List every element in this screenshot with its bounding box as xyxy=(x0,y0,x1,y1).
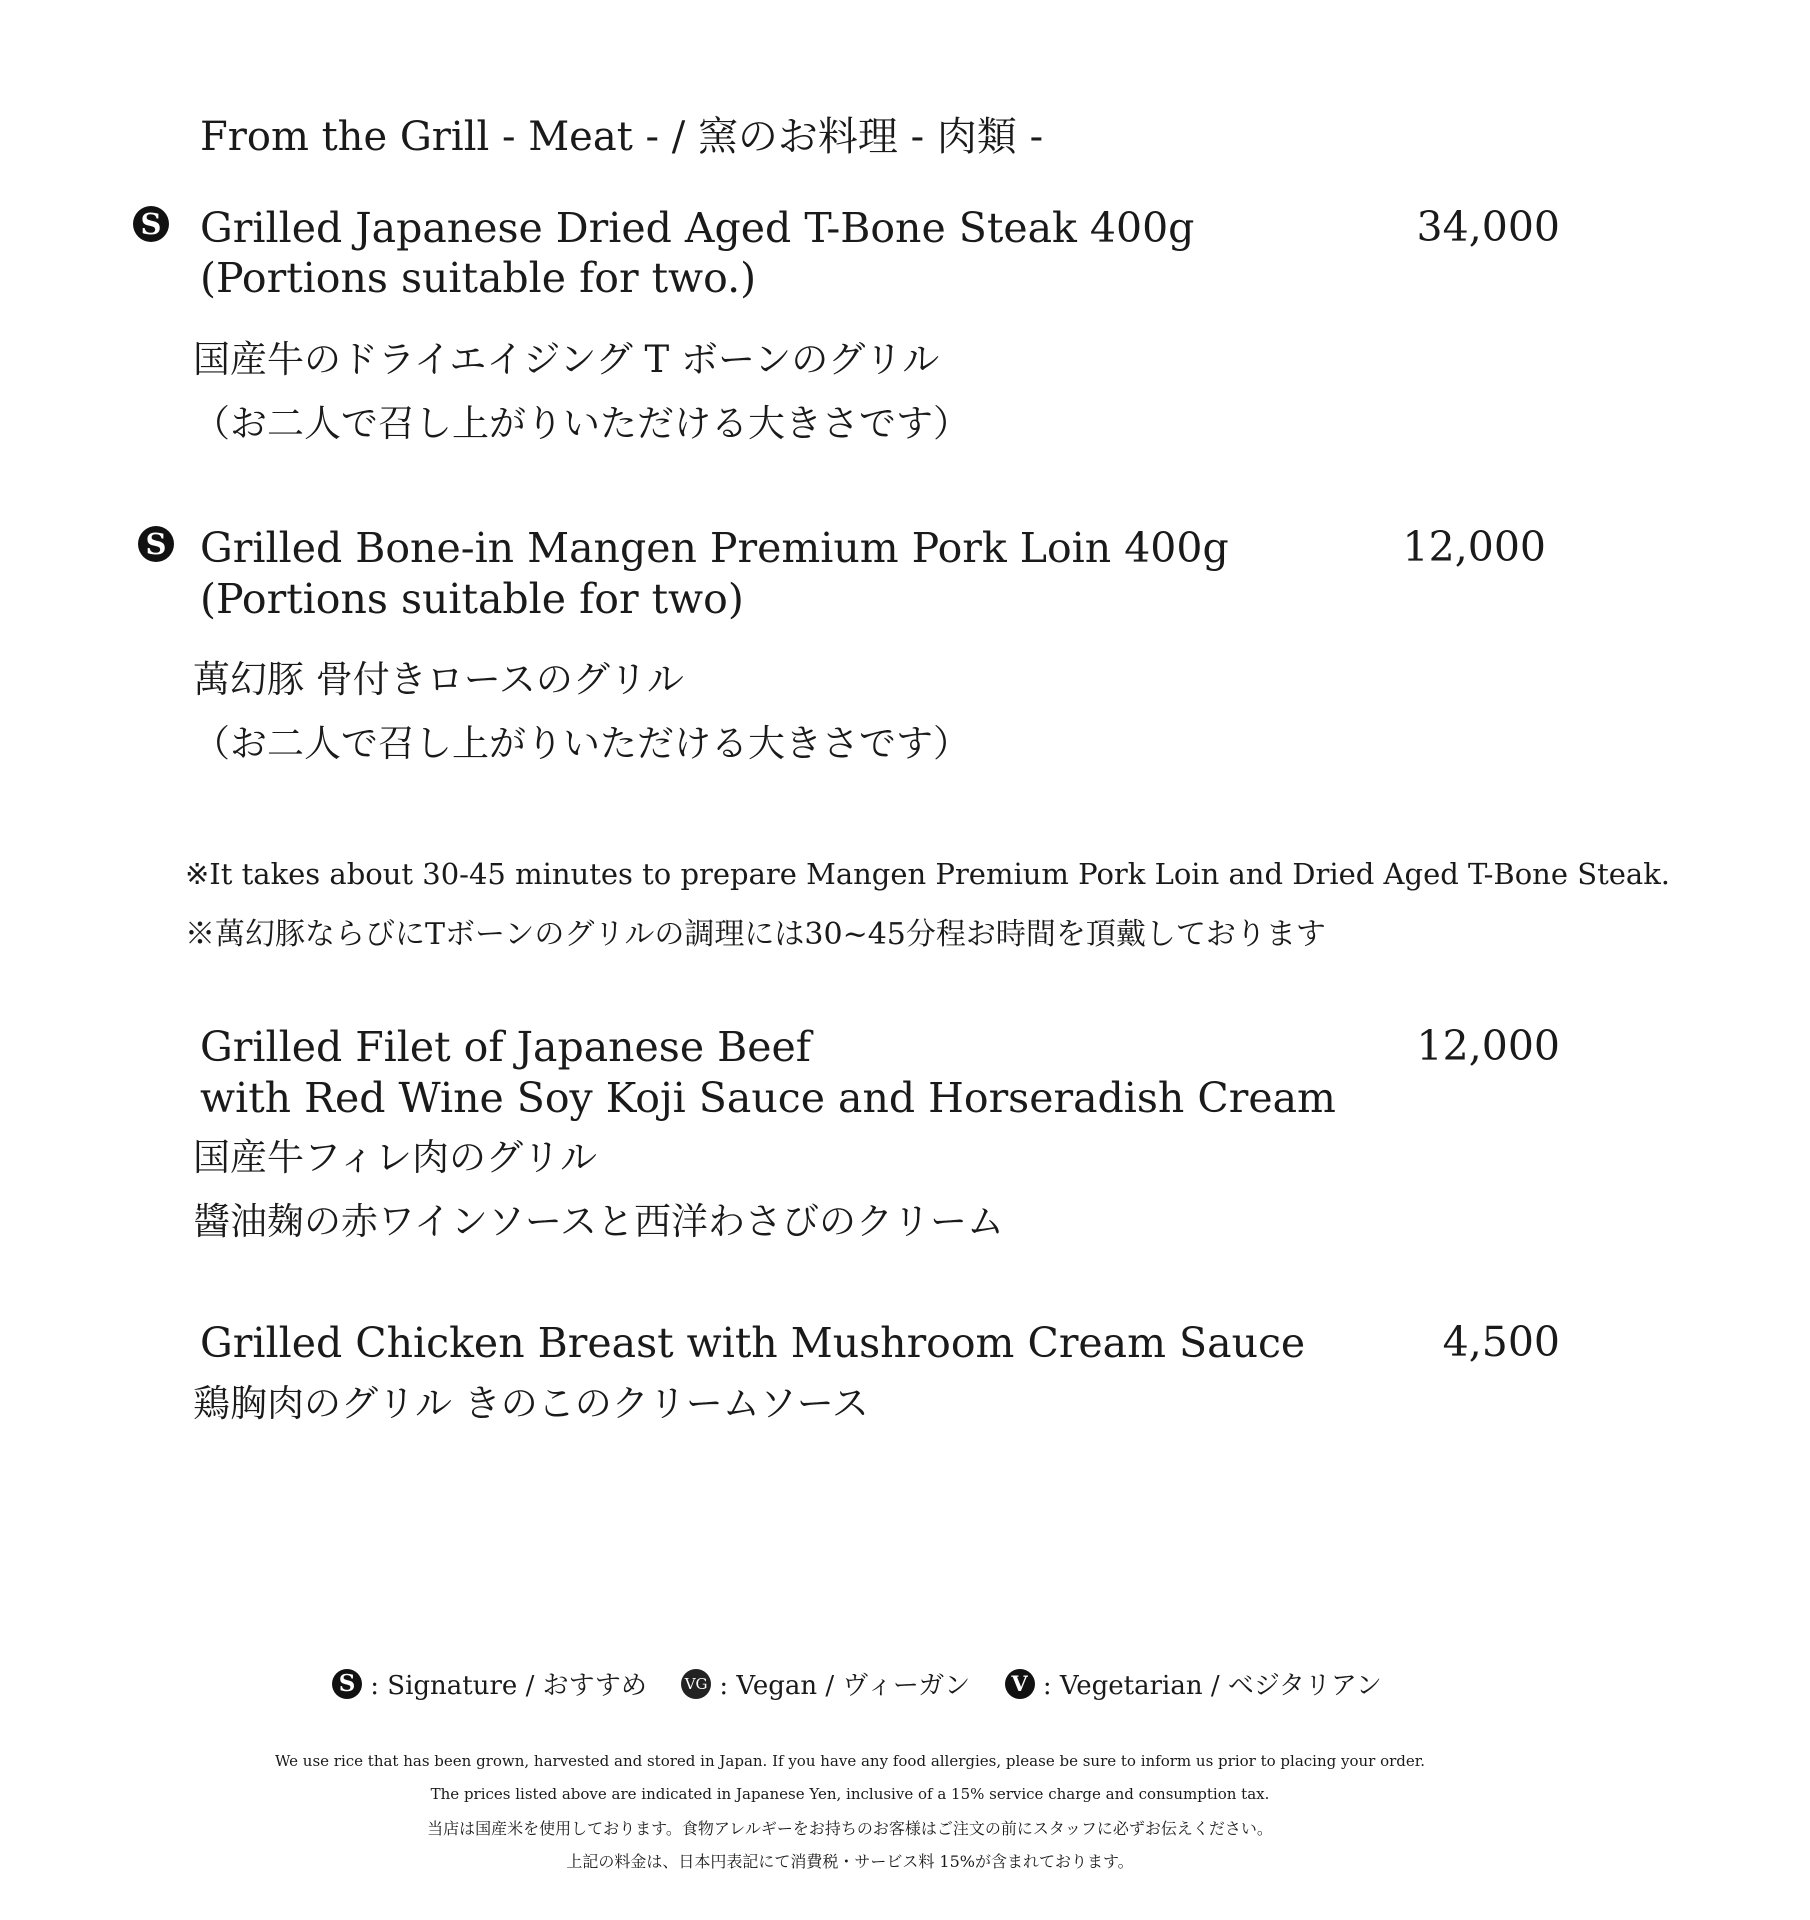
signature-icon: S xyxy=(133,206,169,242)
item-2-jp-portion: （お二人で召し上がりいただける大きさです） xyxy=(193,722,970,765)
preparation-note-jp: ※萬幻豚ならびにTボーンのグリルの調理には30~45分程お時間を頂戴しております xyxy=(185,917,1326,952)
signature-icon: S xyxy=(138,526,174,562)
legend-vegan: : Vegan / ヴィーガン xyxy=(719,1671,971,1701)
item-4-jp-name: 鶏胸肉のグリル きのこのクリームソース xyxy=(193,1382,869,1425)
item-2-portion: (Portions suitable for two) xyxy=(200,575,744,623)
footer-price-en: The prices listed above are indicated in Japanese Yen, inclusive of a 15% service charge and consumption tax. xyxy=(430,1785,1270,1803)
item-2-jp-name: 萬幻豚 骨付きロースのグリル xyxy=(193,658,684,701)
vegetarian-icon: V xyxy=(1005,1669,1035,1699)
section-title: From the Grill - Meat - / 窯のお料理 - 肉類 - xyxy=(200,114,1044,160)
item-1-name: Grilled Japanese Dried Aged T-Bone Steak 400g xyxy=(200,204,1195,252)
item-3-jp-name: 国産牛フィレ肉のグリル xyxy=(193,1136,598,1179)
item-4-name: Grilled Chicken Breast with Mushroom Cream Sauce xyxy=(200,1319,1306,1367)
item-1-price: 34,000 xyxy=(1416,203,1560,251)
item-1-jp-portion: （お二人で召し上がりいただける大きさです） xyxy=(193,402,970,445)
footer-price-jp: 上記の料金は、日本円表記にて消費税・サービス料 15%が含まれております。 xyxy=(566,1852,1134,1871)
legend-vegetarian: : Vegetarian / ベジタリアン xyxy=(1042,1671,1382,1701)
item-1-jp-name: 国産牛のドライエイジング T ボーンのグリル xyxy=(193,338,940,381)
legend xyxy=(332,1665,1408,1702)
item-2-price: 12,000 xyxy=(1402,523,1546,571)
item-3-jp-sauce: 醬油麹の赤ワインソースと西洋わさびのクリーム xyxy=(193,1200,1005,1243)
signature-icon: S xyxy=(332,1669,362,1699)
footer-rice-allergy-en: We use rice that has been grown, harvested and stored in Japan. If you have any food allergies, please be sure to inform us prior to placing your order. xyxy=(274,1752,1426,1770)
item-1-portion: (Portions suitable for two.) xyxy=(200,254,757,302)
legend-signature: : Signature / おすすめ xyxy=(370,1671,647,1701)
preparation-note-en: ※It takes about 30-45 minutes to prepare Mangen Premium Pork Loin and Dried Aged T-Bone Steak. xyxy=(185,857,1671,891)
vegan-icon: VG xyxy=(681,1669,711,1699)
item-3-sauce: with Red Wine Soy Koji Sauce and Horseradish Cream xyxy=(200,1074,1336,1122)
item-3-price: 12,000 xyxy=(1416,1022,1560,1070)
item-3-name: Grilled Filet of Japanese Beef xyxy=(200,1023,811,1071)
footer-rice-allergy-jp: 当店は国産米を使用しております。食物アレルギーをお持ちのお客様はご注文の前にスタッフに必ずお伝えください。 xyxy=(427,1819,1273,1838)
item-2-name: Grilled Bone-in Mangen Premium Pork Loin 400g xyxy=(200,524,1229,572)
item-4-price: 4,500 xyxy=(1442,1318,1560,1366)
